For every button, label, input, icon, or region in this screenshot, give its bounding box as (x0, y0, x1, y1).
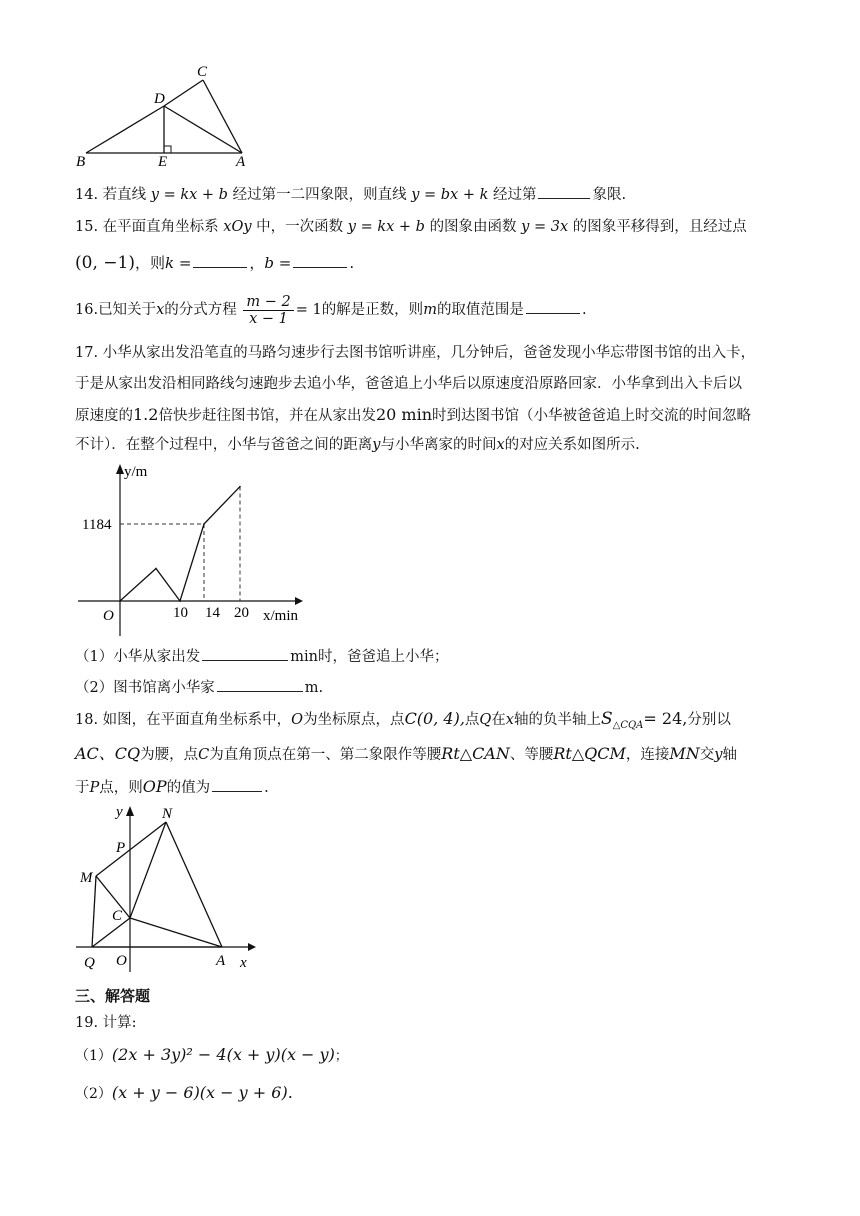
right-angle-mark (164, 146, 171, 153)
y-axis-label: y/m (124, 464, 148, 480)
label-q: Q (84, 955, 95, 971)
question-17-line1: 17. 小华从家出发沿笔直的马路匀速步行去图书馆听讲座，几分钟后，爸爸发现小华忘带图书馆的出入卡， (75, 345, 756, 361)
question-18-line1: 18. 如图，在平面直角坐标系中，O为坐标原点，点C(0, 4),点Q在x轴的负半轴上$S_{\triangle CQA}= 24$,分别以 (75, 709, 731, 731)
data-point (179, 600, 181, 602)
label-m: M (80, 870, 93, 886)
question-17-line2: 于是从家出发沿相同路线匀速跑步去追小华，爸爸追上小华后以原速度沿原路回家．小华拿到出入卡后以 (75, 376, 742, 392)
label-o: O (116, 953, 127, 969)
label-y: y (116, 804, 123, 820)
question-17-line4: 不计）．在整个过程中，小华与爸爸之间的距离y与小华离家的时间x的对应关系如图所示. (75, 437, 640, 453)
question-17-sub2: （2）图书馆离小华家 m. (75, 677, 323, 699)
segment-qc (92, 918, 130, 947)
y-axis-arrow (126, 806, 134, 816)
question-14: 14. 若直线 y = kx + b 经过第一二四象限，则直线 y = bx + k 经过第 象限. (75, 184, 626, 206)
x-tick-label: 14 (205, 605, 220, 621)
answer-blank[interactable] (212, 777, 262, 792)
answer-blank-2[interactable] (217, 677, 303, 692)
data-point (239, 486, 241, 488)
segment-bd (86, 106, 164, 153)
question-17-line3: 原速度的1.2倍快步赶往图书馆，并在从家出发20 min时到达图书馆（小华被爸爸追上时交流的时间忽略 (75, 405, 751, 424)
section-heading: 三、解答题 (75, 987, 151, 1005)
segment-na (166, 822, 222, 947)
x-axis-label: x/min (263, 608, 299, 624)
question-17-sub1: （1）小华从家出发 min时，爸爸追上小华； (75, 646, 448, 668)
distance-time-chart (70, 458, 320, 640)
answer-blank-k[interactable] (193, 253, 247, 268)
answer-blank[interactable] (538, 184, 590, 199)
question-15-line1: 15. 在平面直角坐标系 xOy 中，一次函数 y = kx + b 的图象由函数 y = 3x 的图象平移得到，且经过点 (75, 219, 747, 235)
answer-blank-1[interactable] (202, 646, 288, 661)
origin-label: O (103, 608, 114, 624)
data-point (119, 600, 121, 602)
label-b: B (76, 154, 86, 170)
x-axis-arrow (248, 943, 256, 951)
question-18-line2: AC、CQ为腰，点C为直角顶点在第一、第二象限作等腰Rt△CAN、等腰Rt△QCM，连接MN交y轴 (75, 744, 737, 763)
segment-da (164, 106, 242, 153)
answer-blank[interactable] (526, 299, 580, 314)
x-tick-label: 20 (234, 605, 249, 621)
segment-ca (130, 918, 222, 947)
answer-blank-b[interactable] (293, 253, 347, 268)
y-axis-arrow (116, 464, 124, 474)
question-19-sub1: （1）(2x + 3y)² − 4(x + y)(x − y)； (75, 1045, 348, 1064)
question-16: 16.已知关于x的分式方程 $\frac{m - 2}{x - 1}$ = 1的解是正数，则m的取值范围是 . (75, 293, 587, 327)
question-19-sub2: （2）(x + y − 6)(x − y + 6). (75, 1083, 293, 1102)
segment-ca (203, 80, 242, 153)
data-point (155, 568, 157, 570)
label-n: N (162, 806, 173, 822)
x-tick-label: 10 (173, 605, 188, 621)
segment-dc (164, 80, 203, 106)
x-axis-arrow (295, 597, 303, 605)
label-c: C (112, 908, 123, 924)
label-a: A (216, 953, 226, 969)
coordinate-figure (72, 800, 262, 975)
question-18-line3: 于P点，则OP的值为 . (75, 777, 269, 796)
label-p: P (116, 840, 126, 856)
segment-qm (92, 876, 96, 947)
series-line (120, 487, 240, 601)
question-15-line2: (0, −1)，则k = ，b = . (75, 253, 355, 273)
data-point (203, 523, 205, 525)
label-e: E (158, 154, 168, 170)
question-19-title: 19. 计算: (75, 1015, 137, 1031)
y-tick-label: 1184 (82, 517, 112, 533)
label-d: D (154, 91, 165, 107)
label-x: x (240, 955, 247, 971)
label-c: C (197, 64, 208, 80)
triangle-figure (70, 62, 270, 172)
fraction: $\frac{m - 2}{x - 1}$ (243, 294, 293, 327)
label-a: A (236, 154, 246, 170)
